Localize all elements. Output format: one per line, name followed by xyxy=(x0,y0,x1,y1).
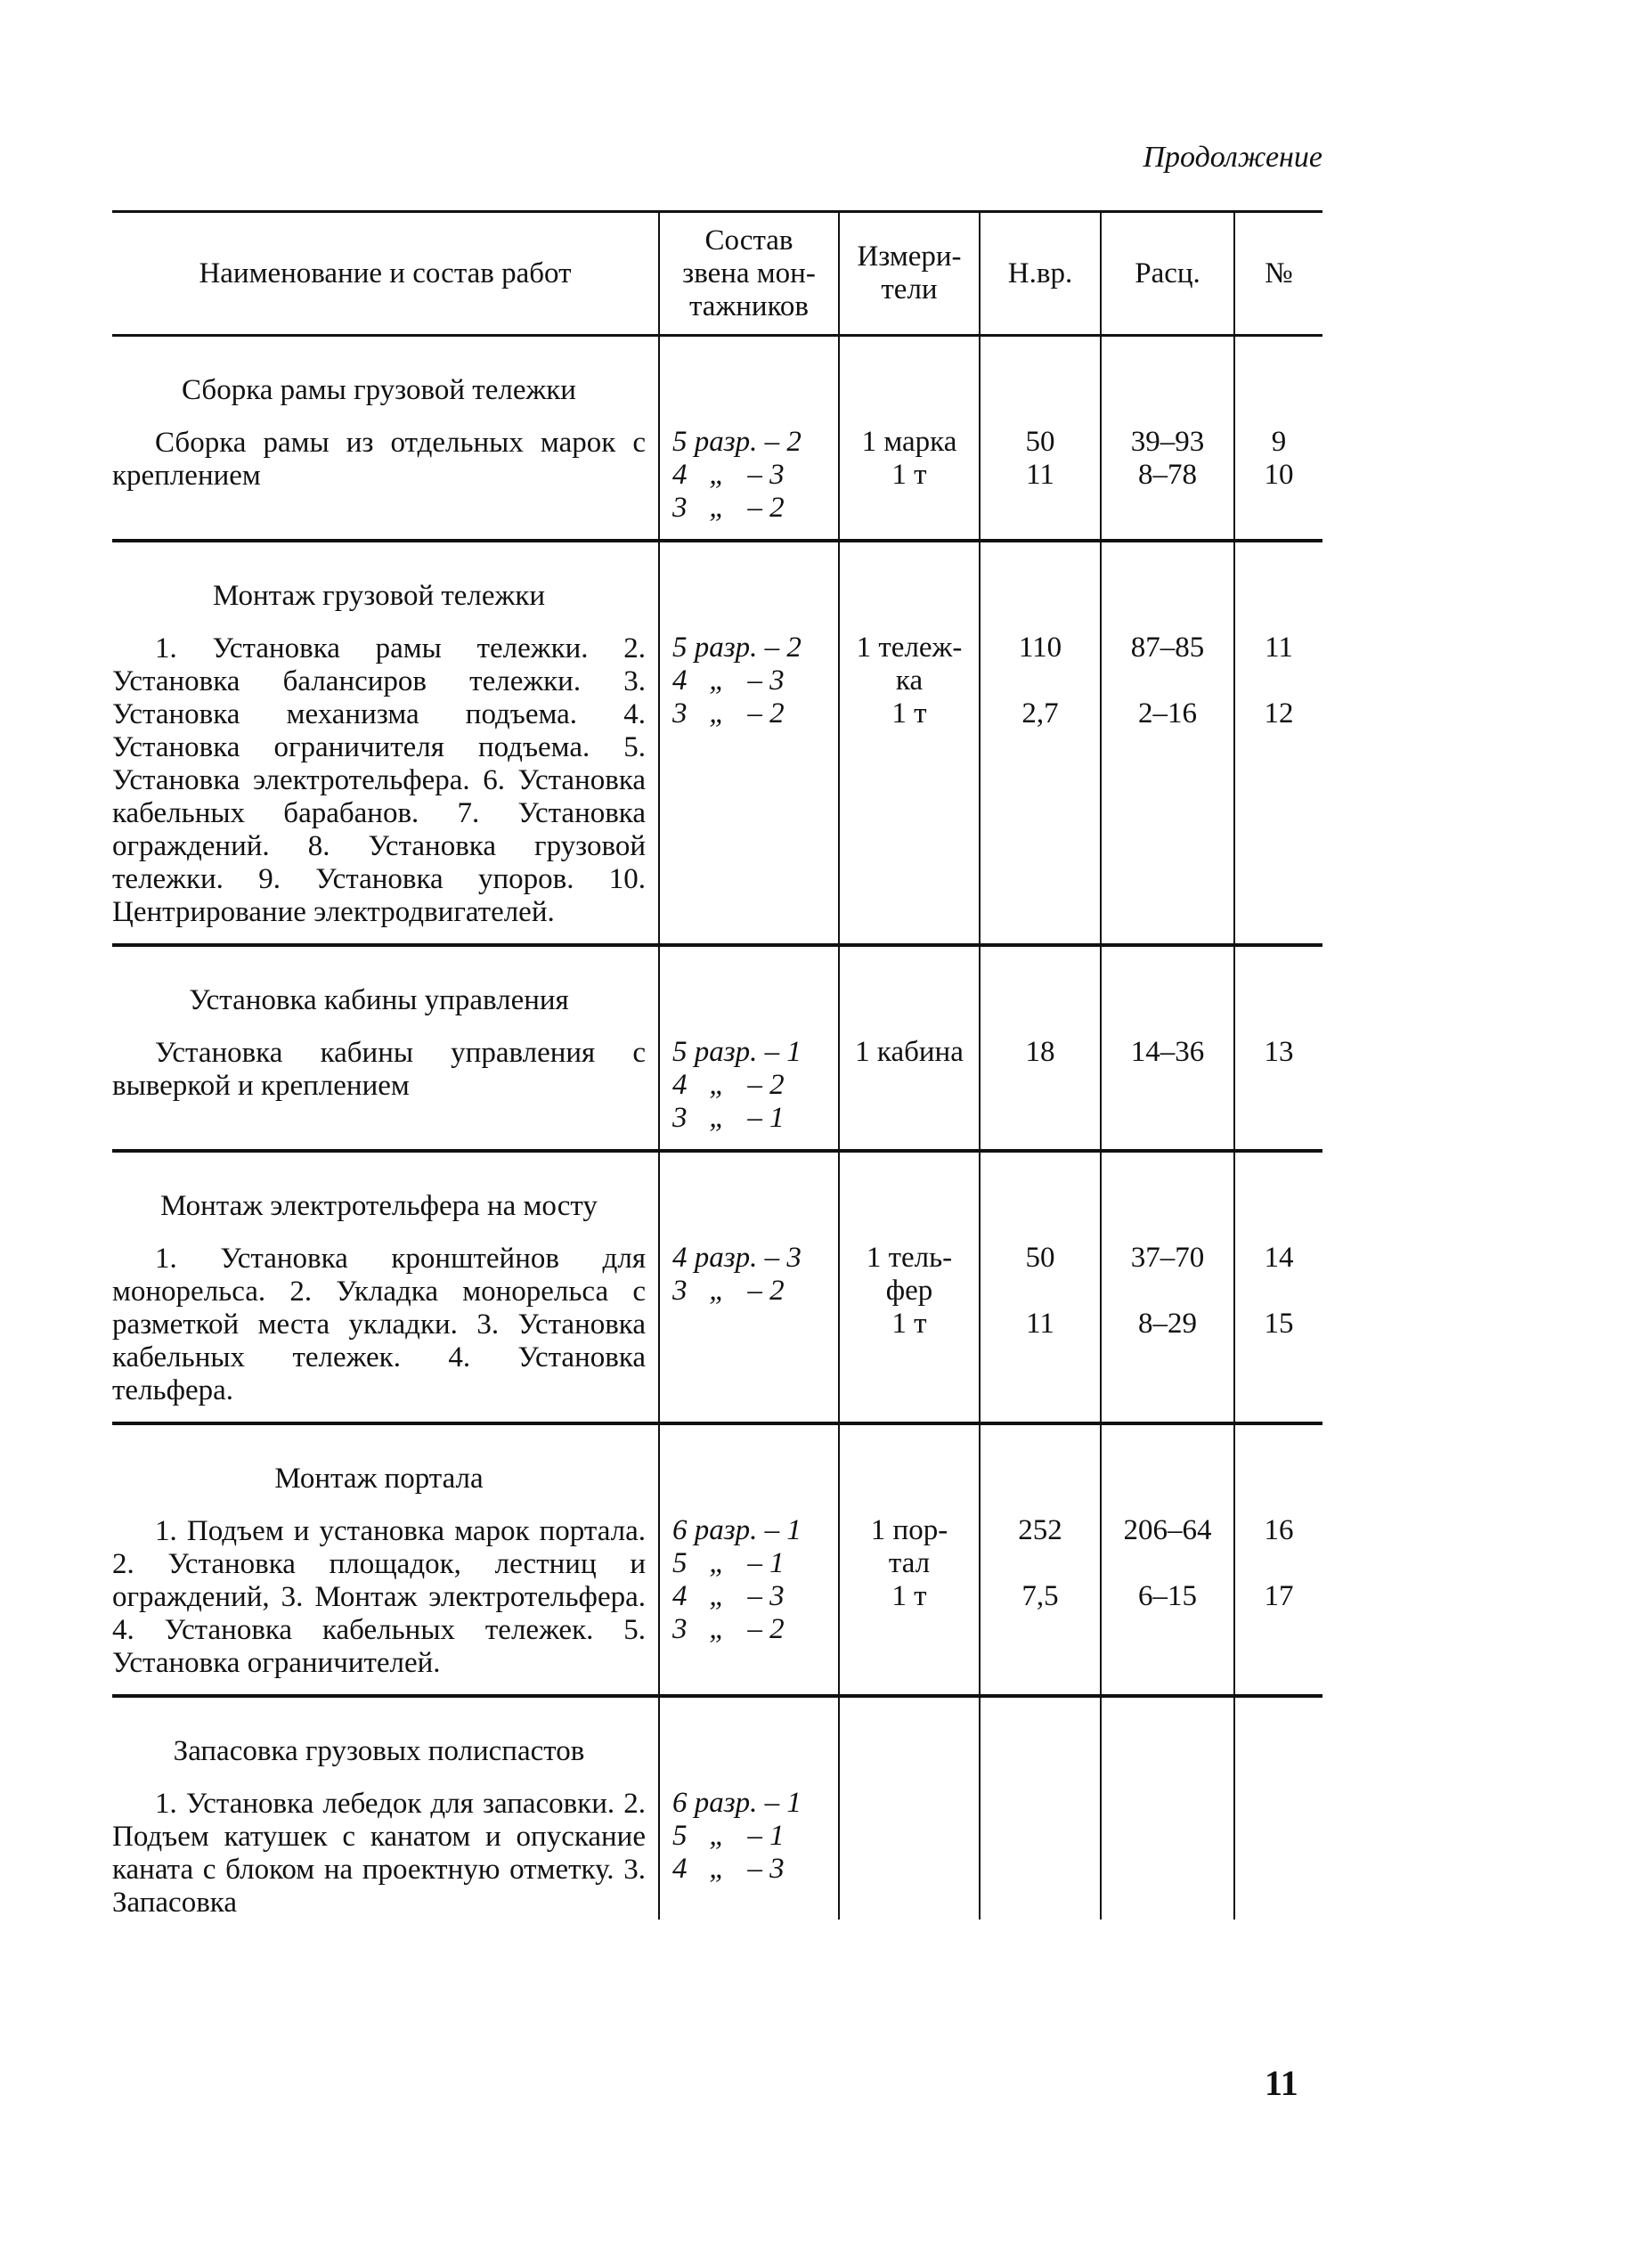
norm-cell: 50 11 xyxy=(980,1151,1101,1423)
rate-cell: 206–64 6–15 xyxy=(1101,1423,1234,1696)
work-description xyxy=(112,1423,659,1696)
unit-cell: 1 тележ- ка 1 т xyxy=(839,541,980,945)
norm-cell: 252 7,5 xyxy=(980,1423,1101,1696)
crew-cell: 4 разр. – 3 3 „ – 2 xyxy=(659,1151,839,1423)
col-header-no: № xyxy=(1234,212,1322,336)
work-description xyxy=(112,1151,659,1423)
section-desc: Установка кабины управления с выверкой и креплением xyxy=(112,1037,646,1102)
number-cell: 14 15 xyxy=(1234,1151,1322,1423)
col-header-rate: Расц. xyxy=(1101,212,1234,336)
table-row xyxy=(112,1151,1322,1423)
col-header-norm: Н.вр. xyxy=(980,212,1101,336)
work-description xyxy=(112,1696,659,1920)
table-header-row xyxy=(112,212,1322,336)
unit-cell: 1 пор- тал 1 т xyxy=(839,1423,980,1696)
unit-cell: 1 тель- фер 1 т xyxy=(839,1151,980,1423)
crew-cell: 5 разр. – 1 4 „ – 2 3 „ – 1 xyxy=(659,945,839,1151)
rate-cell: 39–93 8–78 xyxy=(1101,336,1234,542)
norms-table xyxy=(112,210,1322,1920)
table-row xyxy=(112,1423,1322,1696)
crew-cell: 5 разр. – 2 4 „ – 3 3 „ – 2 xyxy=(659,336,839,542)
section-title: Монтаж портала xyxy=(274,1463,484,1495)
unit-cell: 1 кабина xyxy=(839,945,980,1151)
norm-cell xyxy=(980,1696,1101,1920)
section-title: Запасовка грузовых полиспастов xyxy=(173,1735,585,1767)
col-header-name: Наименование и состав работ xyxy=(112,212,659,336)
section-title: Монтаж грузовой тележки xyxy=(212,580,546,612)
section-desc: Сборка рамы из отдельных марок с креплением xyxy=(112,427,646,492)
norm-cell: 50 11 xyxy=(980,336,1101,542)
number-cell xyxy=(1234,1696,1322,1920)
crew-cell: 5 разр. – 2 4 „ – 3 3 „ – 2 xyxy=(659,541,839,945)
work-description xyxy=(112,945,659,1151)
rate-cell: 14–36 xyxy=(1101,945,1234,1151)
section-desc: 1. Установка рамы тележки. 2. Установка балансиров тележки. 3. Установка механизма подъема. 4. Установка ограничителя подъема. 5. Установка электротельфера. 6. Установка кабельных барабанов. 7. Установка ограждений. 8. Установка грузовой тележки. 9. Установка упоров. 10. Центрирование электродвигателей. xyxy=(112,632,646,928)
continuation-label: Продолжение xyxy=(1143,141,1322,174)
section-desc: 1. Установка кронштейнов для монорельса. 2. Укладка монорельса с разметкой места укладки. 3. Установка кабельных тележек. 4. Установка тельфера. xyxy=(112,1243,646,1406)
table-row xyxy=(112,945,1322,1151)
table-row xyxy=(112,1696,1322,1920)
crew-cell: 6 разр. – 1 5 „ – 1 4 „ – 3 3 „ – 2 xyxy=(659,1423,839,1696)
section-title: Монтаж электротельфера на мосту xyxy=(160,1190,598,1222)
rate-cell: 37–70 8–29 xyxy=(1101,1151,1234,1423)
page-number: 11 xyxy=(1265,2063,1298,2103)
number-cell: 11 12 xyxy=(1234,541,1322,945)
col-header-units: Измери- тели xyxy=(839,212,980,336)
number-cell: 13 xyxy=(1234,945,1322,1151)
work-description xyxy=(112,541,659,945)
col-header-crew: Состав звена мон- тажников xyxy=(659,212,839,336)
work-description xyxy=(112,336,659,542)
number-cell: 9 10 xyxy=(1234,336,1322,542)
section-desc: 1. Подъем и установка марок портала. 2. Установка площадок, лестниц и ограждений, 3. Монтаж электротельфера. 4. Установка кабельных тележек. 5. Установка ограничителей. xyxy=(112,1515,646,1679)
section-title: Сборка рамы грузовой тележки xyxy=(182,374,576,406)
unit-cell: 1 марка 1 т xyxy=(839,336,980,542)
table-row xyxy=(112,336,1322,542)
section-title: Установка кабины управления xyxy=(189,984,569,1016)
table-row xyxy=(112,541,1322,945)
section-desc: 1. Установка лебедок для запасовки. 2. Подъем катушек с канатом и опускание каната с блоком на проектную отметку. 3. Запасовка xyxy=(112,1788,646,1919)
rate-cell xyxy=(1101,1696,1234,1920)
norm-cell: 18 xyxy=(980,945,1101,1151)
rate-cell: 87–85 2–16 xyxy=(1101,541,1234,945)
unit-cell xyxy=(839,1696,980,1920)
crew-cell: 6 разр. – 1 5 „ – 1 4 „ – 3 xyxy=(659,1696,839,1920)
number-cell: 16 17 xyxy=(1234,1423,1322,1696)
norm-cell: 110 2,7 xyxy=(980,541,1101,945)
